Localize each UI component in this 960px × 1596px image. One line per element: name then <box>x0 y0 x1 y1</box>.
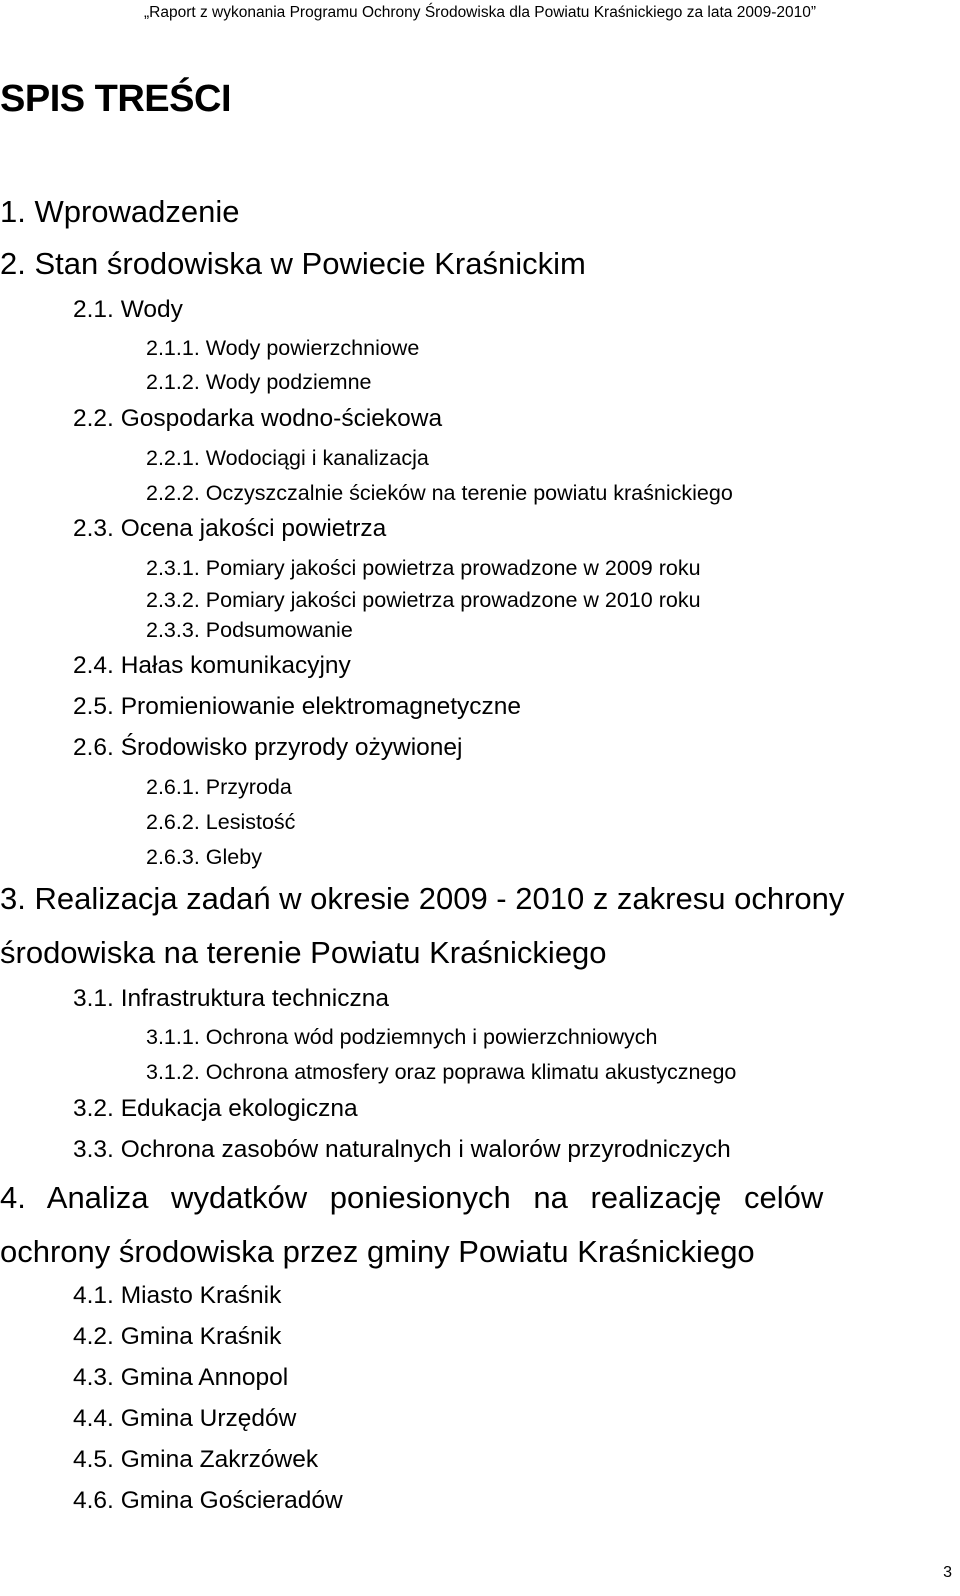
toc-entry-2-3: 2.3. Ocena jakości powietrza <box>73 515 387 542</box>
toc-entry-3-1-1: 3.1.1. Ochrona wód podziemnych i powierzchniowych <box>146 1025 658 1049</box>
toc-entry-3-continued: środowiska na terenie Powiatu Kraśnickiego <box>0 935 607 970</box>
toc-entry-2: 2. Stan środowiska w Powiecie Kraśnickim <box>0 246 586 281</box>
toc-entry-4-continued: ochrony środowiska przez gminy Powiatu Kraśnickiego <box>0 1234 755 1269</box>
toc-entry-2-3-2: 2.3.2. Pomiary jakości powietrza prowadzone w 2010 roku <box>146 588 701 612</box>
toc-entry-2-3-3: 2.3.3. Podsumowanie <box>146 618 353 642</box>
toc-entry-2-6-1: 2.6.1. Przyroda <box>146 775 292 799</box>
toc-entry-2-5: 2.5. Promieniowanie elektromagnetyczne <box>73 693 522 720</box>
toc-entry-3: 3. Realizacja zadań w okresie 2009 - 2010 z zakresu ochrony <box>0 881 845 916</box>
toc-entry-2-6-3: 2.6.3. Gleby <box>146 845 262 869</box>
toc-entry-3-2: 3.2. Edukacja ekologiczna <box>73 1095 358 1122</box>
toc-entry-2-6: 2.6. Środowisko przyrody ożywionej <box>73 734 463 761</box>
toc-entry-2-2-1: 2.2.1. Wodociągi i kanalizacja <box>146 446 429 470</box>
toc-entry-3-1: 3.1. Infrastruktura techniczna <box>73 985 389 1012</box>
toc-entry-2-1-2: 2.1.2. Wody podziemne <box>146 370 372 394</box>
toc-entry-4-5: 4.5. Gmina Zakrzówek <box>73 1446 319 1473</box>
toc-entry-3-1-2: 3.1.2. Ochrona atmosfery oraz poprawa klimatu akustycznego <box>146 1060 737 1084</box>
toc-entry-2-4: 2.4. Hałas komunikacyjny <box>73 652 351 679</box>
page-title: SPIS TREŚCI <box>0 78 231 120</box>
running-header: „Raport z wykonania Programu Ochrony Środowiska dla Powiatu Kraśnickiego za lata 2009-2010” <box>143 4 816 21</box>
toc-entry-3-3: 3.3. Ochrona zasobów naturalnych i walorów przyrodniczych <box>73 1136 731 1163</box>
toc-entry-2-2: 2.2. Gospodarka wodno-ściekowa <box>73 405 443 432</box>
toc-entry-4-4: 4.4. Gmina Urzędów <box>73 1405 297 1432</box>
toc-entry-4: 4. Analiza wydatków poniesionych na realizację celów <box>0 1180 824 1215</box>
toc-entry-4-6: 4.6. Gmina Gościeradów <box>73 1487 343 1514</box>
toc-entry-2-1-1: 2.1.1. Wody powierzchniowe <box>146 336 420 360</box>
toc-entry-4-3: 4.3. Gmina Annopol <box>73 1364 289 1391</box>
toc-entry-2-6-2: 2.6.2. Lesistość <box>146 810 296 834</box>
page-number: 3 <box>943 1564 952 1581</box>
toc-entry-4-2: 4.2. Gmina Kraśnik <box>73 1323 282 1350</box>
toc-entry-2-3-1: 2.3.1. Pomiary jakości powietrza prowadzone w 2009 roku <box>146 556 701 580</box>
toc-entry-2-2-2: 2.2.2. Oczyszczalnie ścieków na terenie powiatu kraśnickiego <box>146 481 733 505</box>
toc-entry-1: 1. Wprowadzenie <box>0 194 240 229</box>
toc-entry-4-1: 4.1. Miasto Kraśnik <box>73 1282 282 1309</box>
toc-entry-2-1: 2.1. Wody <box>73 296 183 323</box>
